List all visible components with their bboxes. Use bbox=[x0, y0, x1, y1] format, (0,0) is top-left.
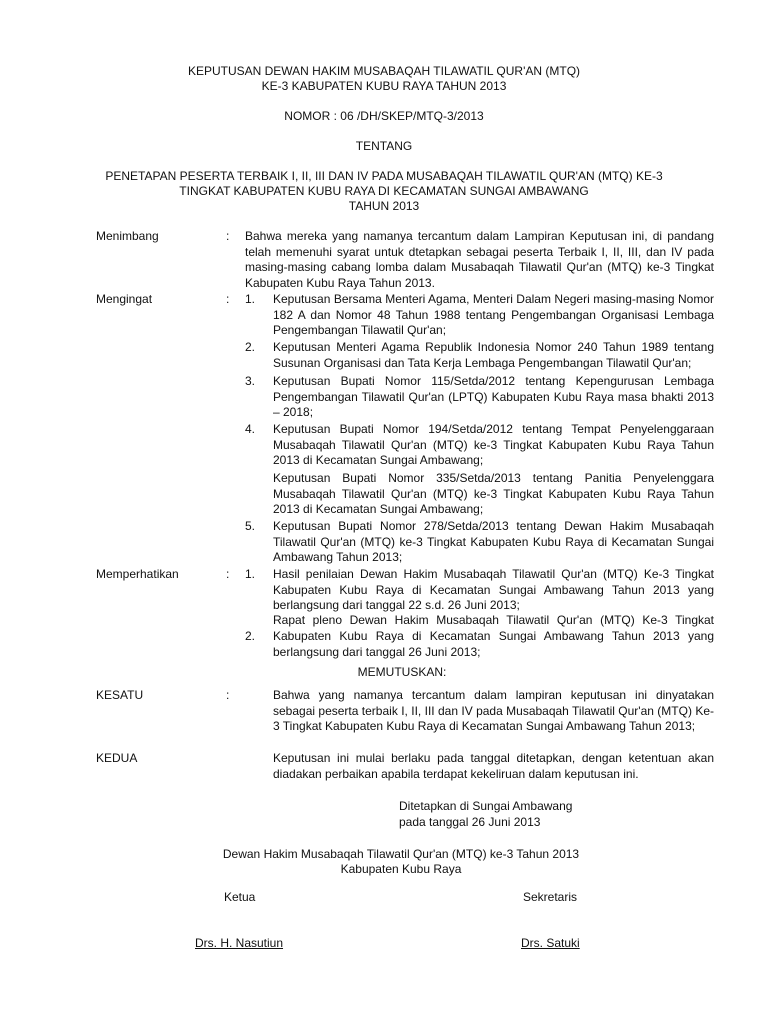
sekretaris-name: Drs. Satuki bbox=[521, 936, 580, 950]
menimbang-label: Menimbang bbox=[96, 229, 159, 243]
decree-number: NOMOR : 06 /DH/SKEP/MTQ-3/2013 bbox=[284, 109, 484, 123]
subject-line-1: PENETAPAN PESERTA TERBAIK I, II, III DAN IV PADA MUSABAQAH TILAWATIL QUR'AN (MTQ) KE-3 bbox=[105, 169, 663, 183]
mengingat-item-number: 5. bbox=[245, 519, 256, 533]
menimbang-colon: : bbox=[226, 229, 230, 243]
mengingat-item: Keputusan Menteri Agama Republik Indonesia Nomor 240 Tahun 1989 tentang Susunan Organisasi dan Tata Kerja Lembaga Pengembangan Tilawatil Qur'an; bbox=[273, 340, 714, 370]
sekretaris-title: Sekretaris bbox=[523, 890, 578, 904]
memperhatikan-item-number: 2. bbox=[245, 629, 256, 643]
memutuskan-heading: MEMUTUSKAN: bbox=[357, 665, 447, 679]
mengingat-item: Keputusan Bupati Nomor 335/Setda/2013 tentang Panitia Penyelenggara Musabaqah Tilawatil Qur'an (MTQ) ke-3 Tingkat Kabupaten Kubu Raya Tahun 2013 di Kecamatan Sungai Ambawang; bbox=[273, 471, 714, 516]
menimbang-text: Bahwa mereka yang namanya tercantum dalam Lampiran Keputusan ini, di pandang telah memenuhi syarat untuk dtetapkan sebagai peserta Terbaik I, II, III, dan IV pada masing-masing cabang lomba dalam Musabaqah Tilawatil Qur'an (MTQ) ke-3 Tingkat Kabupaten Kubu Raya Tahun 2013. bbox=[245, 229, 714, 290]
kedua-label: KEDUA bbox=[96, 751, 138, 765]
mengingat-item-number: 3. bbox=[245, 374, 256, 388]
memperhatikan-colon: : bbox=[226, 567, 230, 581]
ditetapkan-place: Ditetapkan di Sungai Ambawang bbox=[399, 799, 573, 813]
memperhatikan-item-2-rest: Kabupaten Kubu Raya di Kecamatan Sungai Ambawang Tahun 2013 yang berlangsung dari tanggal 26 Juni 2013; bbox=[273, 629, 714, 659]
memperhatikan-item: Hasil penilaian Dewan Hakim Musabaqah Tilawatil Qur'an (MTQ) Ke-3 Tingkat Kabupaten Kubu Raya di Kecamatan Sungai Ambawang Tahun 2013 yang berlangsung dari tanggal 22 s.d. 26 Juni 2013; bbox=[273, 567, 714, 612]
memperhatikan-label: Memperhatikan bbox=[96, 567, 179, 581]
memperhatikan-item-number: 1. bbox=[245, 567, 256, 581]
kesatu-label: KESATU bbox=[96, 688, 144, 702]
signatory-org-line-1: Dewan Hakim Musabaqah Tilawatil Qur'an (MTQ) ke-3 Tahun 2013 bbox=[222, 847, 580, 861]
tentang-heading: TENTANG bbox=[355, 139, 413, 153]
memperhatikan-item-2-first-line: Rapat pleno Dewan Hakim Musabaqah Tilawatil Qur'an (MTQ) Ke-3 Tingkat bbox=[273, 613, 714, 627]
mengingat-item-number: 1. bbox=[245, 292, 256, 306]
mengingat-item: Keputusan Bupati Nomor 194/Setda/2012 tentang Tempat Penyelenggaraan Musabaqah Tilawatil Qur'an (MTQ) ke-3 Tingkat Kabupaten Kubu Raya Tahun 2013 di Kecamatan Sungai Ambawang; bbox=[273, 422, 714, 467]
mengingat-item: Keputusan Bupati Nomor 278/Setda/2013 tentang Dewan Hakim Musabaqah Tilawatil Qur'an (MTQ) ke-3 Tingkat Kabupaten Kubu Raya di Kecamatan Sungai Ambawang Tahun 2013; bbox=[273, 519, 714, 564]
decree-title-line-1: KEPUTUSAN DEWAN HAKIM MUSABAQAH TILAWATIL QUR'AN (MTQ) bbox=[187, 64, 581, 78]
mengingat-item-number: 2. bbox=[245, 340, 256, 354]
mengingat-item: Keputusan Bersama Menteri Agama, Menteri Dalam Negeri masing-masing Nomor 182 A dan Nomor 48 Tahun 1988 tentang Pengembangan Organisasi Lembaga Pengembangan Tilawatil Qur'an; bbox=[273, 292, 714, 337]
ditetapkan-date: pada tanggal 26 Juni 2013 bbox=[399, 815, 541, 829]
ketua-name: Drs. H. Nasutiun bbox=[195, 936, 284, 950]
mengingat-item-number: 4. bbox=[245, 422, 256, 436]
ketua-title: Ketua bbox=[224, 890, 256, 904]
kesatu-colon: : bbox=[226, 688, 230, 702]
mengingat-colon: : bbox=[226, 292, 230, 306]
subject-line-3: TAHUN 2013 bbox=[348, 199, 420, 213]
mengingat-label: Mengingat bbox=[96, 292, 153, 306]
signatory-org-line-2: Kabupaten Kubu Raya bbox=[340, 862, 462, 876]
kesatu-text: Bahwa yang namanya tercantum dalam lampiran keputusan ini dinyatakan sebagai peserta terbaik I, II, III dan IV pada Musabaqah Tilawatil Qur'an (MTQ) Ke-3 Tingkat Kabupaten Kubu Raya di Kecamatan Sungai Ambawang Tahun 2013; bbox=[273, 688, 714, 733]
subject-line-2: TINGKAT KABUPATEN KUBU RAYA DI KECAMATAN SUNGAI AMBAWANG bbox=[179, 184, 589, 198]
decree-title-line-2: KE-3 KABUPATEN KUBU RAYA TAHUN 2013 bbox=[261, 79, 507, 93]
kedua-text: Keputusan ini mulai berlaku pada tanggal ditetapkan, dengan ketentuan akan diadakan perbaikan apabila terdapat kekeliruan dalam keputusan ini. bbox=[273, 751, 714, 781]
mengingat-item: Keputusan Bupati Nomor 115/Setda/2012 tentang Kepengurusan Lembaga Pengembangan Tilawatil Qur'an (LPTQ) Kabupaten Kubu Raya masa bhakti 2013 – 2018; bbox=[273, 374, 714, 419]
